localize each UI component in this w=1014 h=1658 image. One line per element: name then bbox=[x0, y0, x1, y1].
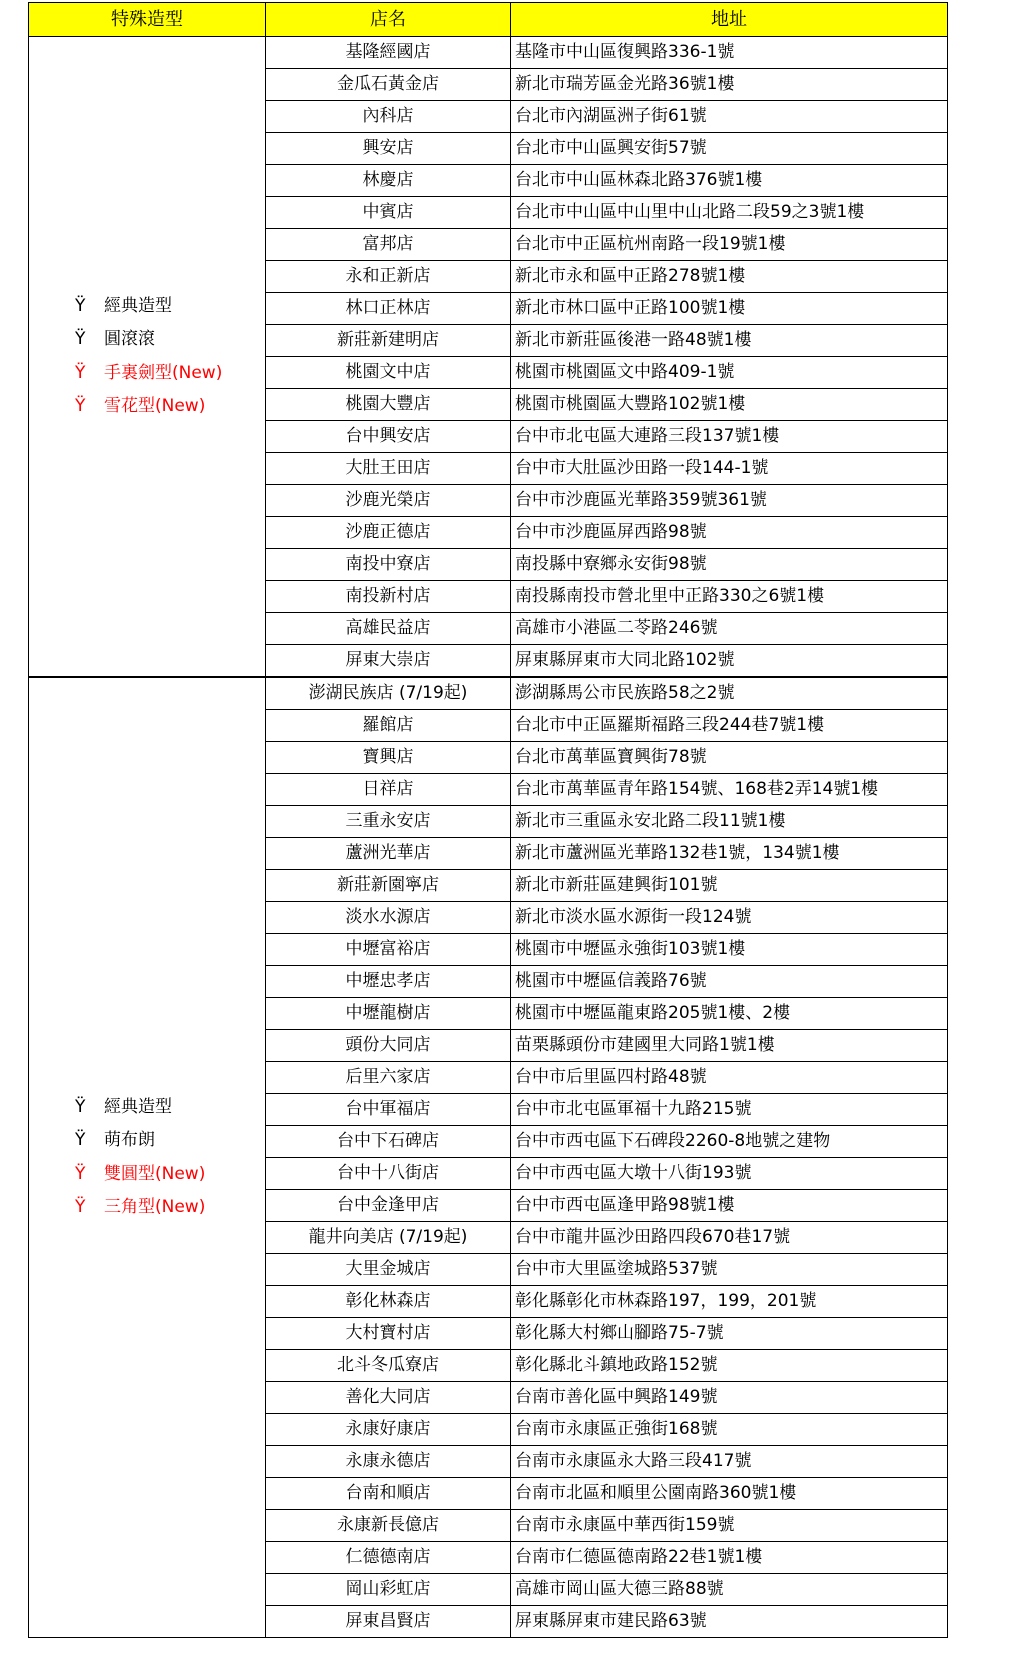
store-address-cell: 台中市后里區四村路48號 bbox=[511, 1062, 948, 1094]
store-address-cell: 新北市蘆洲區光華路132巷1號，134號1樓 bbox=[511, 838, 948, 870]
store-address-cell: 台南市永康區正強街168號 bbox=[511, 1414, 948, 1446]
store-address-cell: 彰化縣大村鄉山腳路75-7號 bbox=[511, 1318, 948, 1350]
table-body bbox=[29, 37, 948, 1638]
store-address-cell: 台南市仁德區德南路22巷1號1樓 bbox=[511, 1542, 948, 1574]
store-name-cell: 沙鹿正德店 bbox=[266, 517, 511, 549]
store-address-cell: 台中市大肚區沙田路一段144-1號 bbox=[511, 453, 948, 485]
store-address-cell: 台北市萬華區寶興街78號 bbox=[511, 742, 948, 774]
store-address-cell: 新北市新莊區建興街101號 bbox=[511, 870, 948, 902]
store-name-cell: 永康永德店 bbox=[266, 1446, 511, 1478]
store-name-cell: 台中下石碑店 bbox=[266, 1126, 511, 1158]
feature-label: 圓滾滾 bbox=[104, 329, 155, 350]
bullet-icon: Ÿ bbox=[75, 1130, 86, 1151]
store-name-cell: 台南和順店 bbox=[266, 1478, 511, 1510]
store-name-cell: 台中金逢甲店 bbox=[266, 1190, 511, 1222]
store-address-cell: 台中市北屯區軍福十九路215號 bbox=[511, 1094, 948, 1126]
store-address-cell: 桃園市桃園區文中路409-1號 bbox=[511, 357, 948, 389]
store-name-cell: 桃園文中店 bbox=[266, 357, 511, 389]
store-name-cell: 新莊新建明店 bbox=[266, 325, 511, 357]
feature-item bbox=[75, 390, 265, 424]
store-address-cell: 彰化縣北斗鎮地政路152號 bbox=[511, 1350, 948, 1382]
store-address-cell: 台中市西屯區大墩十八街193號 bbox=[511, 1158, 948, 1190]
store-name-cell: 中壢富裕店 bbox=[266, 934, 511, 966]
feature-item bbox=[75, 323, 265, 357]
store-address-cell: 桃園市中壢區永強街103號1樓 bbox=[511, 934, 948, 966]
table-row bbox=[29, 677, 948, 710]
store-name-cell: 台中十八街店 bbox=[266, 1158, 511, 1190]
store-name-cell: 南投中寮店 bbox=[266, 549, 511, 581]
store-address-cell: 台南市北區和順里公園南路360號1樓 bbox=[511, 1478, 948, 1510]
store-address-cell: 台北市中正區羅斯福路三段244巷7號1樓 bbox=[511, 710, 948, 742]
store-address-cell: 台中市沙鹿區屏西路98號 bbox=[511, 517, 948, 549]
bullet-icon: Ÿ bbox=[75, 295, 86, 316]
store-address-cell: 台中市北屯區大連路三段137號1樓 bbox=[511, 421, 948, 453]
store-name-cell: 大里金城店 bbox=[266, 1254, 511, 1286]
store-name-cell: 大村寶村店 bbox=[266, 1318, 511, 1350]
feature-cell bbox=[29, 37, 266, 678]
store-name-cell: 中壢龍樹店 bbox=[266, 998, 511, 1030]
store-name-cell: 新莊新園寧店 bbox=[266, 870, 511, 902]
store-address-cell: 高雄市小港區二苓路246號 bbox=[511, 613, 948, 645]
feature-item bbox=[75, 1158, 265, 1192]
store-address-cell: 台北市中正區杭州南路一段19號1樓 bbox=[511, 229, 948, 261]
store-name-cell: 蘆洲光華店 bbox=[266, 838, 511, 870]
store-name-cell: 頭份大同店 bbox=[266, 1030, 511, 1062]
store-address-cell: 台北市萬華區青年路154號、168巷2弄14號1樓 bbox=[511, 774, 948, 806]
store-address-cell: 台北市中山區林森北路376號1樓 bbox=[511, 165, 948, 197]
store-address-cell: 桃園市中壢區龍東路205號1樓、2樓 bbox=[511, 998, 948, 1030]
store-name-cell: 北斗冬瓜寮店 bbox=[266, 1350, 511, 1382]
store-address-cell: 台中市大里區塗城路537號 bbox=[511, 1254, 948, 1286]
store-name-cell: 內科店 bbox=[266, 101, 511, 133]
store-address-cell: 新北市永和區中正路278號1樓 bbox=[511, 261, 948, 293]
store-address-cell: 新北市新莊區後港一路48號1樓 bbox=[511, 325, 948, 357]
store-address-cell: 台南市永康區永大路三段417號 bbox=[511, 1446, 948, 1478]
store-name-cell: 沙鹿光榮店 bbox=[266, 485, 511, 517]
store-table bbox=[28, 2, 948, 1638]
store-address-cell: 桃園市桃園區大豐路102號1樓 bbox=[511, 389, 948, 421]
bullet-icon: Ÿ bbox=[75, 1197, 86, 1218]
store-address-cell: 高雄市岡山區大德三路88號 bbox=[511, 1574, 948, 1606]
store-name-cell: 屏東昌賢店 bbox=[266, 1606, 511, 1638]
store-name-cell: 永康好康店 bbox=[266, 1414, 511, 1446]
store-name-cell: 日祥店 bbox=[266, 774, 511, 806]
feature-cell bbox=[29, 677, 266, 1638]
feature-list bbox=[75, 290, 265, 424]
store-name-cell: 羅館店 bbox=[266, 710, 511, 742]
store-name-cell: 高雄民益店 bbox=[266, 613, 511, 645]
store-address-cell: 桃園市中壢區信義路76號 bbox=[511, 966, 948, 998]
store-name-cell: 彰化林森店 bbox=[266, 1286, 511, 1318]
store-address-cell: 台北市中山區中山里中山北路二段59之3號1樓 bbox=[511, 197, 948, 229]
store-name-cell: 澎湖民族店 (7/19起) bbox=[266, 677, 511, 710]
store-name-cell: 富邦店 bbox=[266, 229, 511, 261]
feature-item bbox=[75, 1191, 265, 1225]
store-name-cell: 中賓店 bbox=[266, 197, 511, 229]
header-feature: 特殊造型 bbox=[29, 3, 266, 37]
bullet-icon: Ÿ bbox=[75, 396, 86, 417]
store-address-cell: 台北市內湖區洲子街61號 bbox=[511, 101, 948, 133]
header-store: 店名 bbox=[266, 3, 511, 37]
store-name-cell: 永和正新店 bbox=[266, 261, 511, 293]
store-address-cell: 南投縣中寮鄉永安街98號 bbox=[511, 549, 948, 581]
store-address-cell: 台南市善化區中興路149號 bbox=[511, 1382, 948, 1414]
feature-label: 三角型(New) bbox=[104, 1197, 206, 1218]
bullet-icon: Ÿ bbox=[75, 1096, 86, 1117]
store-address-cell: 彰化縣彰化市林森路197，199，201號 bbox=[511, 1286, 948, 1318]
store-address-cell: 新北市淡水區水源街一段124號 bbox=[511, 902, 948, 934]
store-name-cell: 永康新長億店 bbox=[266, 1510, 511, 1542]
table-row bbox=[29, 37, 948, 69]
store-name-cell: 金瓜石黃金店 bbox=[266, 69, 511, 101]
store-address-cell: 苗栗縣頭份市建國里大同路1號1樓 bbox=[511, 1030, 948, 1062]
store-name-cell: 淡水水源店 bbox=[266, 902, 511, 934]
store-name-cell: 善化大同店 bbox=[266, 1382, 511, 1414]
store-name-cell: 中壢忠孝店 bbox=[266, 966, 511, 998]
feature-item bbox=[75, 290, 265, 324]
feature-label: 手裏劍型(New) bbox=[104, 362, 223, 383]
store-name-cell: 台中軍福店 bbox=[266, 1094, 511, 1126]
feature-item bbox=[75, 1091, 265, 1125]
feature-label: 萌布朗 bbox=[104, 1130, 155, 1151]
store-name-cell: 林慶店 bbox=[266, 165, 511, 197]
store-name-cell: 台中興安店 bbox=[266, 421, 511, 453]
store-address-cell: 台中市西屯區下石碑段2260-8地號之建物 bbox=[511, 1126, 948, 1158]
store-name-cell: 林口正林店 bbox=[266, 293, 511, 325]
feature-label: 雙圓型(New) bbox=[104, 1163, 206, 1184]
bullet-icon: Ÿ bbox=[75, 362, 86, 383]
store-name-cell: 仁德德南店 bbox=[266, 1542, 511, 1574]
store-address-cell: 台中市西屯區逢甲路98號1樓 bbox=[511, 1190, 948, 1222]
store-address-cell: 屏東縣屏東市建民路63號 bbox=[511, 1606, 948, 1638]
store-address-cell: 南投縣南投市營北里中正路330之6號1樓 bbox=[511, 581, 948, 613]
store-address-cell: 台中市龍井區沙田路四段670巷17號 bbox=[511, 1222, 948, 1254]
header-address: 地址 bbox=[511, 3, 948, 37]
store-address-cell: 基隆市中山區復興路336-1號 bbox=[511, 37, 948, 69]
store-name-cell: 三重永安店 bbox=[266, 806, 511, 838]
store-address-cell: 屏東縣屏東市大同北路102號 bbox=[511, 645, 948, 678]
header-row bbox=[29, 3, 948, 37]
store-name-cell: 龍井向美店 (7/19起) bbox=[266, 1222, 511, 1254]
store-name-cell: 后里六家店 bbox=[266, 1062, 511, 1094]
feature-item bbox=[75, 357, 265, 391]
store-address-cell: 台北市中山區興安街57號 bbox=[511, 133, 948, 165]
store-name-cell: 基隆經國店 bbox=[266, 37, 511, 69]
bullet-icon: Ÿ bbox=[75, 1163, 86, 1184]
store-name-cell: 屏東大崇店 bbox=[266, 645, 511, 678]
store-address-cell: 台中市沙鹿區光華路359號361號 bbox=[511, 485, 948, 517]
store-name-cell: 桃園大豐店 bbox=[266, 389, 511, 421]
feature-label: 經典造型 bbox=[104, 1096, 172, 1117]
feature-label: 雪花型(New) bbox=[104, 396, 206, 417]
feature-item bbox=[75, 1124, 265, 1158]
store-address-cell: 新北市瑞芳區金光路36號1樓 bbox=[511, 69, 948, 101]
store-name-cell: 岡山彩虹店 bbox=[266, 1574, 511, 1606]
feature-label: 經典造型 bbox=[104, 295, 172, 316]
store-name-cell: 大肚王田店 bbox=[266, 453, 511, 485]
store-address-cell: 台南市永康區中華西街159號 bbox=[511, 1510, 948, 1542]
bullet-icon: Ÿ bbox=[75, 329, 86, 350]
store-address-cell: 澎湖縣馬公市民族路58之2號 bbox=[511, 677, 948, 710]
store-name-cell: 南投新村店 bbox=[266, 581, 511, 613]
store-address-cell: 新北市三重區永安北路二段11號1樓 bbox=[511, 806, 948, 838]
store-name-cell: 興安店 bbox=[266, 133, 511, 165]
store-name-cell: 寶興店 bbox=[266, 742, 511, 774]
feature-list bbox=[75, 1091, 265, 1225]
store-address-cell: 新北市林口區中正路100號1樓 bbox=[511, 293, 948, 325]
